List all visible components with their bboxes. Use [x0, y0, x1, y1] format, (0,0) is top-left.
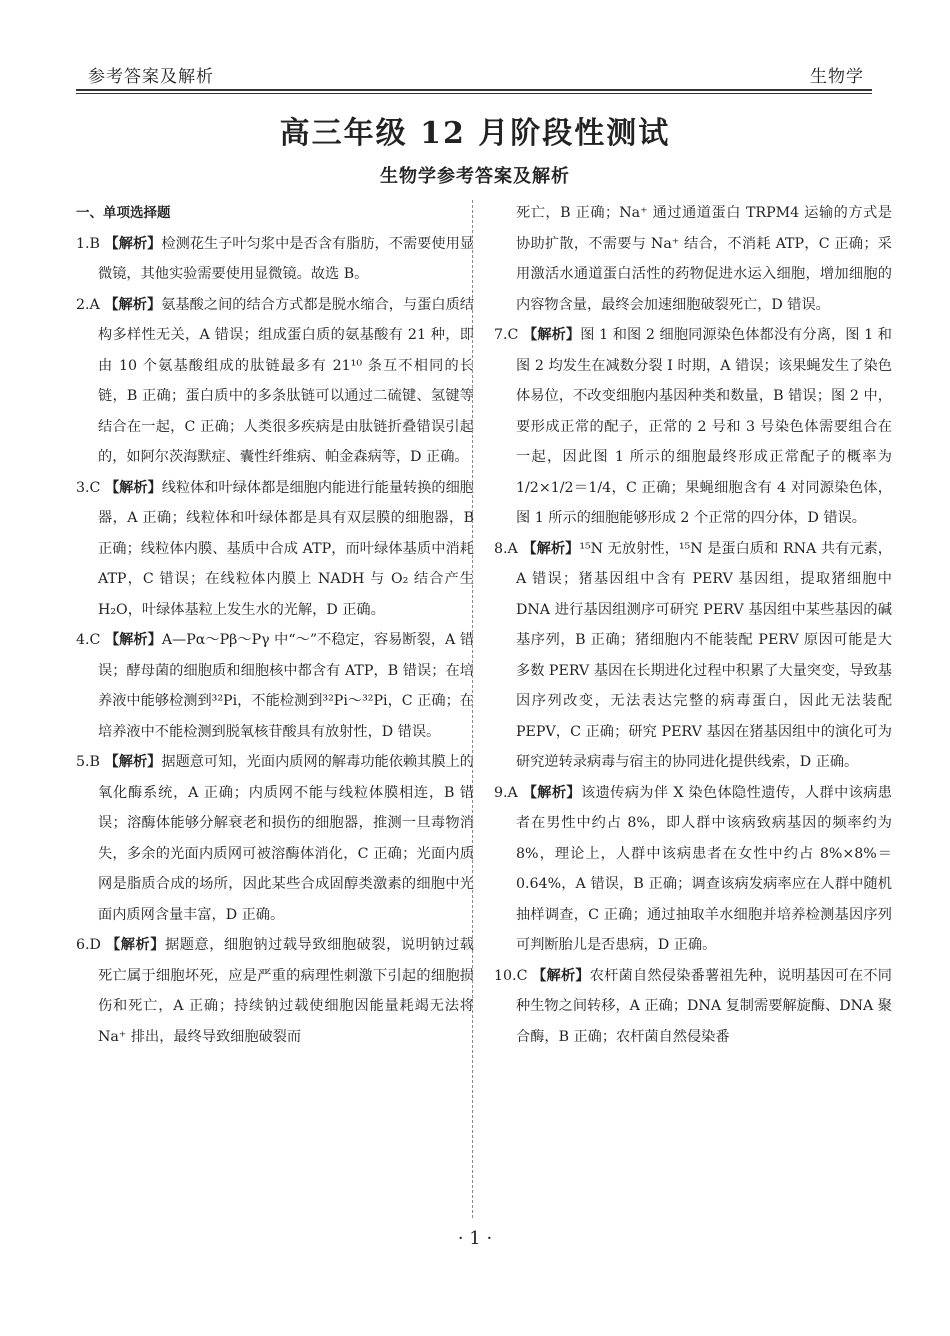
header-rule-thin: [76, 93, 872, 94]
question-10: 10.C 【解析】农杆菌自然侵染番薯祖先种，说明基因可在不同种生物之间转移，A 正确；DNA 复制需要解旋酶、DNA 聚合酶，B 正确；农杆菌自然侵染番: [494, 967, 892, 1045]
question-3: 3.C 【解析】线粒体和叶绿体都是细胞内能进行能量转换的细胞器，A 正确；线粒体和叶绿体都是具有双层膜的细胞器，B 正确；线粒体内膜、基质中合成 ATP，而叶绿体基质中消耗 ATP，C 错误；在线粒体内膜上 NADH 与 O₂ 结合产生 H₂O，叶绿体基粒上发生水的光解，D 正确。: [76, 479, 474, 618]
page-title: 高三年级 12 月阶段性测试: [279, 116, 671, 151]
page-number: · 1 ·: [457, 1228, 493, 1249]
question-8: 8.A 【解析】¹⁵N 无放射性，¹⁵N 是蛋白质和 RNA 共有元素，A 错误；猪基因组中含有 PERV 基因组，提取猪细胞中 DNA 进行基因组测序可研究 PERV 基因组中某些基因的碱基序列，B 正确；猪细胞内不能装配 PERV 原因可能是大多数 PERV 基因在长期进化过程中积累了大量突变，导致基因序列改变，无法表达完整的病毒蛋白，因此无法装配 PEPV，C 正确；研究 PERV 基因在猪基因组中的演化可为研究逆转录病毒与宿主的协同进化提供线索，D 正确。: [494, 540, 892, 770]
question-2: 2.A 【解析】氨基酸之间的结合方式都是脱水缩合，与蛋白质结构多样性无关，A 错误；组成蛋白质的氨基酸有 21 种，即由 10 个氨基酸组成的肽链最多有 21¹⁰ 条互不相同的长链，B 正确；蛋白质中的多条肽链可以通过二硫键、氢键等结合在一起，C 正确；人类很多疾病是由肽链折叠错误引起的，如阿尔茨海默症、囊性纤维病、帕金森病等，D 正确。: [76, 296, 474, 465]
question-9: 9.A 【解析】该遗传病为伴 X 染色体隐性遗传，人群中该病患者在男性中约占 8%，即人群中该病致病基因的频率约为 8%，理论上，人群中该病患者在女性中约占 8%×8%＝0.64%，A 错误，B 正确；调查该病发病率应在人群中随机抽样调查，C 正确；通过抽取羊水细胞并培养检测基因序列可判断胎儿是否患病，D 正确。: [494, 784, 892, 953]
header-right: 生物学: [810, 67, 864, 87]
question-6: 6.D 【解析】据题意，细胞钠过载导致细胞破裂，说明钠过载死亡属于细胞坏死，应是严重的病理性刺激下引起的细胞损伤和死亡，A 正确；持续钠过载使细胞因能量耗竭无法将 Na⁺ 排出，最终导致细胞破裂而: [76, 937, 474, 1045]
header-left: 参考答案及解析: [88, 67, 214, 87]
question-4: 4.C 【解析】A—Pα～Pβ～Pγ 中“～”不稳定，容易断裂，A 错误；酵母菌的细胞质和细胞核中都含有 ATP，B 错误；在培养液中能够检测到³²Pi，不能检测到³²Pi～³²Pi，C 正确；在培养液中不能检测到脱氧核苷酸具有放射性，D 错误。: [76, 632, 475, 740]
question-1: 1.B 【解析】检测花生子叶匀浆中是否含有脂肪，不需要使用显微镜，其他实验需要使用显微镜。故选 B。: [76, 235, 474, 282]
question-7: 7.C 【解析】图 1 和图 2 细胞同源染色体都没有分离，图 1 和图 2 均发生在减数分裂 Ⅰ 时期，A 错误；该果蝇发生了染色体易位，不改变细胞内基因种类和数量，B 错误；图 2 中，要形成正常的配子，正常的 2 号和 3 号染色体需要组合在一起，因此图 1 所示的细胞最终形成正常配子的概率为 1/2×1/2＝1/4，C 正确；果蝇细胞含有 4 对同源染色体，图 1 所示的细胞能够形成 2 个正常的四分体，D 错误。: [494, 327, 892, 526]
page-subtitle: 生物学参考答案及解析: [380, 166, 570, 187]
section-title: 一、单项选择题: [76, 205, 171, 221]
question-6-continuation: 死亡，B 正确；Na⁺ 通过通道蛋白 TRPM4 运输的方式是协助扩散，不需要与 Na⁺ 结合，不消耗 ATP，C 正确；采用激活水通道蛋白活性的药物促进水运入细胞，增加细胞的内容物含量，最终会加速细胞破裂死亡，D 错误。: [516, 205, 892, 313]
column-divider: [472, 200, 473, 1218]
question-5: 5.B 【解析】据题意可知，光面内质网的解毒功能依赖其膜上的氧化酶系统，A 正确；内质网不能与线粒体膜相连，B 错误；溶酶体能够分解衰老和损伤的细胞器，推测一旦毒物消失，多余的光面内质网可被溶酶体消化，C 正确；光面内质网是脂质合成的场所，因此某些合成固醇类激素的细胞中光面内质网含量丰富，D 正确。: [76, 754, 474, 923]
right-column: [494, 198, 892, 1052]
header-rule: [76, 89, 872, 91]
left-column: [76, 198, 474, 1052]
